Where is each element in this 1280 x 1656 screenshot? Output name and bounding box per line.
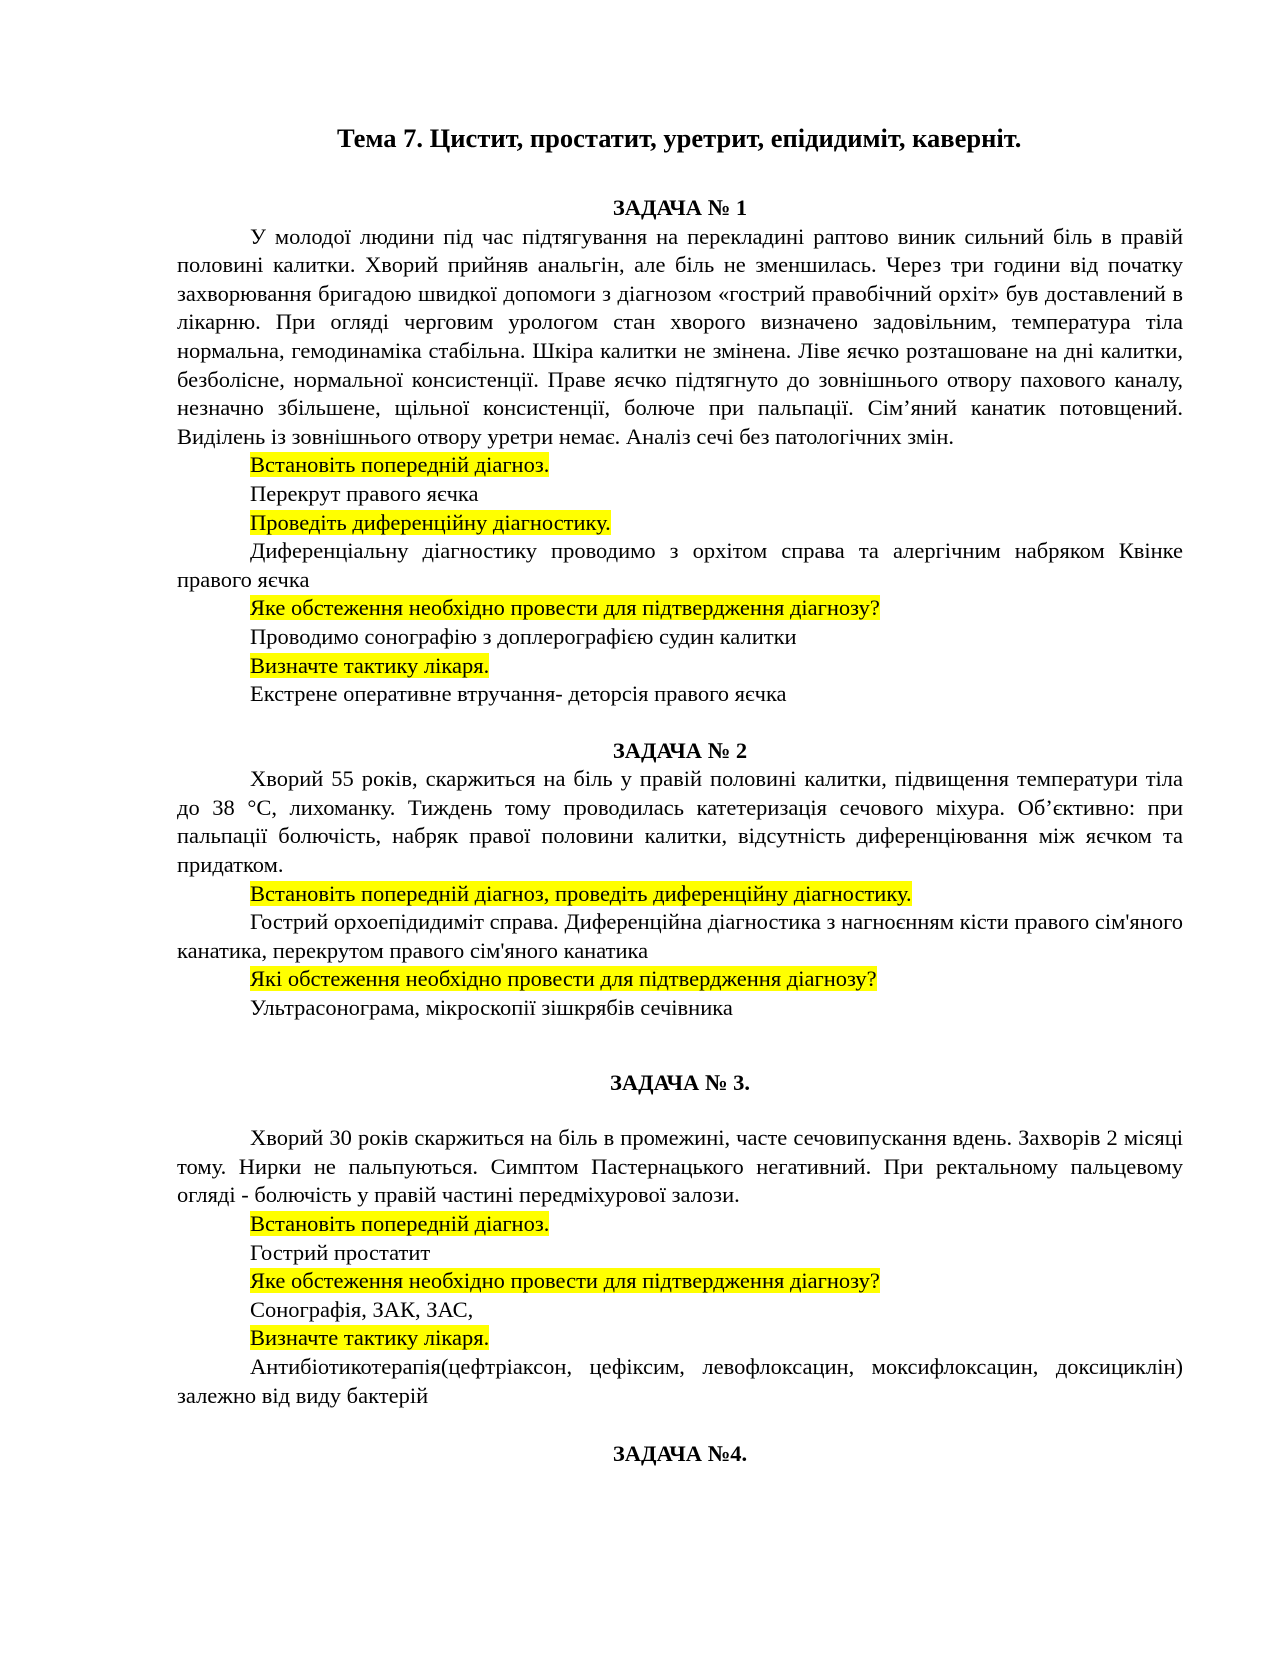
document-title: Тема 7. Цистит, простатит, уретрит, епідидиміт, каверніт.	[337, 123, 1022, 153]
task-4	[177, 1440, 1183, 1469]
answer: Антибіотикотерапія(цефтріаксон, цефіксим, левофлоксацин, моксифлоксацин, доксициклін) залежно від виду бактерій	[177, 1353, 1183, 1408]
answer: Гострий простатит	[250, 1239, 431, 1265]
answer: Екстрене оперативне втручання- деторсія правого яєчка	[250, 681, 787, 707]
answer: Гострий орхоепідидиміт справа. Диференційна діагностика з нагноєнням кісти правого сім'яного канатика, перекрутом правого сім'яного канатика	[177, 909, 1183, 963]
highlighted-question: Встановіть попередній діагноз.	[250, 452, 550, 478]
answer: Ультрасонограма, мікроскопії зішкрябів сечівника	[250, 995, 733, 1021]
answer: Сонографія, ЗАК, ЗАС,	[250, 1296, 474, 1322]
task-heading: ЗАДАЧА № 1	[612, 195, 748, 220]
highlighted-question: Які обстеження необхідно провести для підтвердження діагнозу?	[250, 966, 877, 992]
question	[177, 594, 1183, 623]
answer: Перекрут правого яєчка	[250, 480, 479, 506]
answer: Диференціальну діагностику проводимо з орхітом справа та алергічним набряком Квінке правого яєчка	[177, 538, 1183, 592]
question	[177, 1324, 1183, 1353]
highlighted-question: Яке обстеження необхідно провести для підтвердження діагнозу?	[250, 1268, 880, 1294]
answer: Проводимо сонографію з доплерографією судин калитки	[250, 623, 797, 649]
question	[177, 652, 1183, 681]
highlighted-question: Проведіть диференційну діагностику.	[250, 509, 611, 535]
task-heading: ЗАДАЧА № 3.	[610, 1069, 750, 1095]
task-heading: ЗАДАЧА № 2	[612, 737, 748, 763]
highlighted-question: Встановіть попередній діагноз, проведіть диференційну діагностику.	[250, 880, 912, 906]
task-case-text: Хворий 55 років, скаржиться на біль у правій половині калитки, підвищення температури тіла до 38 °С, лихоманку. Тиждень тому проводилась катетеризація сечового міхура. Об’єктивно: при пальпації болючість, набряк правої половини калитки, відсутність диференціювання між яєчком та придатком.	[177, 766, 1183, 878]
question	[177, 880, 1183, 909]
highlighted-question: Яке обстеження необхідно провести для підтвердження діагнозу?	[250, 595, 880, 621]
highlighted-question: Визначте тактику лікаря.	[250, 652, 490, 678]
task-1	[177, 194, 1183, 709]
task-case-text: Хворий 30 років скаржиться на біль в промежині, часте сечовипускання вдень. Захворів 2 місяці тому. Нирки не пальпуються. Симптом Пастернацького негативний. При ректальному пальцевому огляді - болючість у правій частині передміхурової залози.	[177, 1125, 1183, 1208]
question	[177, 509, 1183, 538]
question	[177, 451, 1183, 480]
task-3	[177, 1069, 1183, 1411]
task-heading: ЗАДАЧА №4.	[612, 1441, 748, 1467]
question	[177, 1267, 1183, 1296]
question	[177, 965, 1183, 994]
task-case-text: У молодої людини під час підтягування на перекладині раптово виник сильний біль в правій половині калитки. Хворий прийняв анальгін, але біль не зменшилась. Через три години від початку захворювання бригадою швидкої допомоги з діагнозом «гострий правобічний орхіт» був доставлений в лікарню. При огляді черговим урологом стан хворого визначено задовільним, температура тіла нормальна, гемодинаміка стабільна. Шкіра калитки не змінена. Ліве яєчко розташоване на дні калитки, безболісне, нормальної консистенції. Праве яєчко підтягнуто до зовнішнього отвору пахового каналу, незначно збільшене, щільної консистенції, болюче при пальпації. Сім’яний канатик потовщений. Виділень із зовнішнього отвору уретри немає. Аналіз сечі без патологічних змін.	[177, 223, 1183, 449]
document-page	[177, 108, 1183, 1469]
highlighted-question: Встановіть попередній діагноз.	[250, 1211, 550, 1236]
question	[177, 1210, 1183, 1239]
task-2	[177, 737, 1183, 1023]
highlighted-question: Визначте тактику лікаря.	[250, 1325, 490, 1351]
